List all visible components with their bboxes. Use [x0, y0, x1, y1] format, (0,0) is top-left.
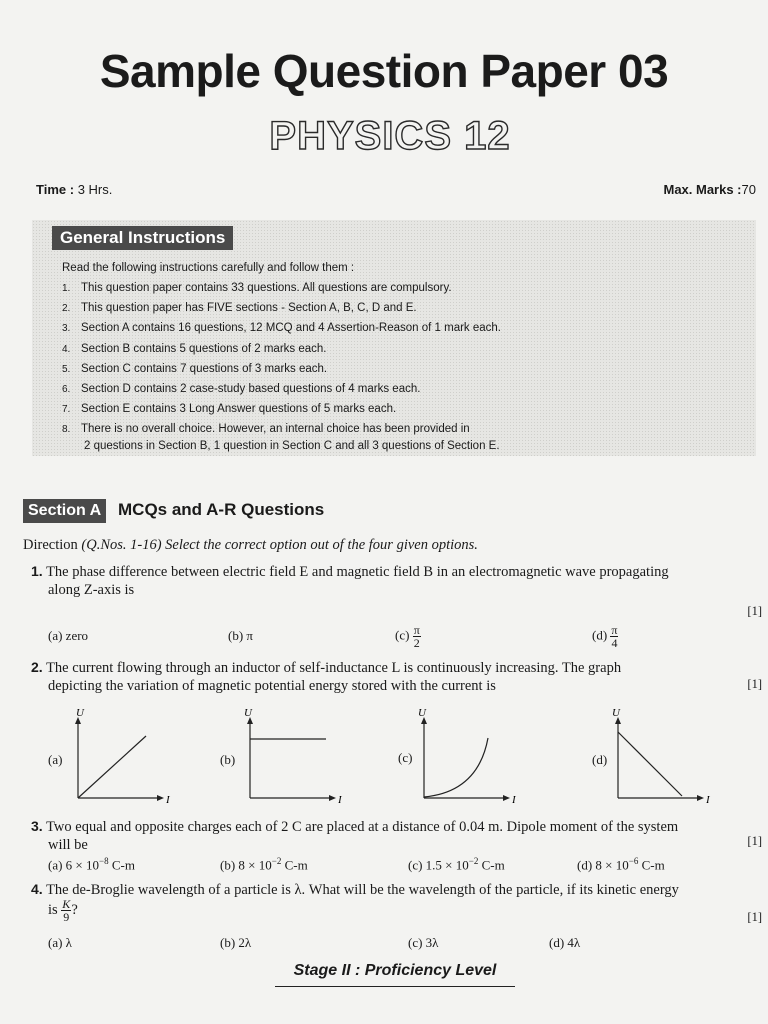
question-number: 2.: [31, 659, 43, 675]
instructions-heading: General Instructions: [52, 226, 233, 250]
marks-label: Max. Marks :: [663, 182, 742, 197]
unit: C-m: [281, 857, 308, 873]
instruction-item: [62, 381, 742, 401]
y-axis-label: U: [418, 707, 426, 719]
marks-badge: [1]: [747, 910, 762, 924]
option-b: (b) 2λ: [220, 935, 252, 950]
option-text: (b) 8 × 10: [220, 857, 272, 873]
numerator: π: [413, 623, 420, 637]
instruction-item: [62, 361, 742, 381]
section-tag: Section A: [23, 499, 106, 523]
instruction-text: This question paper contains 33 questions. All questions are compulsory.: [81, 282, 452, 294]
y-axis-label: U: [244, 707, 252, 719]
question-text-cont: will be: [48, 837, 88, 853]
option-c: [395, 624, 421, 649]
x-axis-label: I: [338, 794, 342, 806]
numerator: K: [62, 897, 71, 911]
option-a: [48, 856, 135, 873]
x-axis-arrow: [503, 795, 510, 801]
graph-d: [606, 702, 726, 808]
instruction-item: [62, 421, 742, 454]
question-4: [31, 880, 766, 899]
instruction-number: 1.: [62, 283, 71, 294]
instructions-list: [62, 280, 742, 454]
option-a: (a) λ: [48, 935, 72, 950]
exponent: −2: [468, 856, 479, 866]
unit: C-m: [478, 857, 505, 873]
x-axis-arrow: [157, 795, 164, 801]
denominator: 4: [611, 636, 618, 650]
option-text: (c) 1.5 × 10: [408, 857, 469, 873]
direction-body: (Q.Nos. 1-16) Select the correct option out of the four given options.: [81, 537, 478, 553]
footer-underline: [275, 986, 515, 987]
option-c: (c) 3λ: [408, 935, 439, 950]
instruction-text: Section D contains 2 case-study based questions of 4 marks each.: [81, 382, 421, 395]
question-text: The de-Broglie wavelength of a particle is λ. What will be the wavelength of the particle, if its kinetic energy: [46, 882, 679, 898]
x-axis-arrow: [329, 795, 336, 801]
marks-badge: [1]: [747, 834, 762, 848]
graph-curve: [424, 738, 488, 797]
instruction-item: [62, 280, 742, 300]
graph-d-label: (d): [592, 752, 608, 767]
direction-text: [23, 537, 478, 554]
fraction: [610, 624, 618, 649]
denominator: 9: [63, 910, 70, 924]
question-text-cont: is: [48, 901, 58, 918]
time-label: Time :: [36, 182, 75, 197]
instruction-text: Section B contains 5 questions of 2 marks each.: [81, 342, 327, 355]
graph-a: [66, 702, 186, 808]
instruction-number: 6.: [62, 383, 71, 395]
option-text: (a) 6 × 10: [48, 857, 100, 873]
x-axis-arrow: [697, 795, 704, 801]
x-axis-label: I: [706, 794, 710, 806]
instruction-text: This question paper has FIVE sections - Section A, B, C, D and E.: [81, 302, 417, 315]
graph-c-label: (c): [398, 750, 413, 765]
marks-value: 70: [741, 182, 756, 197]
question-number: 1.: [31, 563, 43, 579]
instruction-item: [62, 300, 742, 320]
option-b: (b) π: [228, 628, 253, 643]
option-a: (a) zero: [48, 628, 89, 643]
x-axis-label: I: [166, 794, 170, 806]
marks-badge: [1]: [747, 677, 762, 691]
instruction-text: Section A contains 16 questions, 12 MCQ and 4 Assertion-Reason of 1 mark each.: [81, 322, 501, 335]
fraction: [61, 898, 71, 923]
instruction-text: There is no overall choice. However, an internal choice has been provided in: [81, 423, 470, 436]
question-number: 4.: [31, 881, 43, 897]
fraction: [413, 624, 421, 649]
option-d: [577, 856, 665, 873]
option-c: [408, 856, 505, 873]
question-text: The phase difference between electric field E and magnetic field B in an electromagnetic wave propagating: [46, 564, 669, 580]
subject-title: PHYSICS 12: [269, 114, 511, 158]
y-axis-label: U: [612, 707, 620, 719]
unit: C-m: [108, 857, 135, 873]
instruction-number: 7.: [62, 404, 71, 416]
denominator: 2: [413, 636, 420, 650]
instruction-item: [62, 341, 742, 361]
option-d: (d) 4λ: [549, 935, 581, 950]
graph-c: [412, 702, 532, 808]
y-axis-label: U: [76, 707, 84, 719]
exponent: −2: [271, 856, 282, 866]
instruction-number: 8.: [62, 424, 71, 436]
marks-badge: [1]: [747, 604, 762, 618]
instruction-text: Section C contains 7 questions of 3 marks each.: [81, 362, 328, 375]
marks-info: [663, 182, 756, 197]
instruction-text: Section E contains 3 Long Answer questions of 5 marks each.: [81, 403, 397, 416]
instruction-number: 4.: [62, 343, 71, 355]
question-text: Two equal and opposite charges each of 2 C are placed at a distance of 0.04 m. Dipole moment of the system: [46, 819, 679, 835]
time-value: 3 Hrs.: [77, 182, 113, 197]
instruction-number: 3.: [62, 323, 71, 335]
paper-title: Sample Question Paper 03: [99, 45, 669, 97]
instructions-intro: Read the following instructions carefully and follow them :: [62, 262, 355, 274]
option-b: [220, 856, 308, 873]
section-title: MCQs and A-R Questions: [118, 500, 325, 519]
option-label: (d): [592, 627, 608, 643]
question-2: [31, 658, 766, 695]
graph-b: [238, 702, 358, 808]
instruction-number: 2.: [62, 303, 71, 315]
instruction-item: [62, 401, 742, 421]
question-mark: ?: [71, 901, 78, 918]
graph-curve: [618, 732, 682, 796]
exponent: −8: [99, 856, 109, 866]
direction-label: Direction: [23, 537, 78, 553]
unit: C-m: [638, 857, 665, 873]
option-text: (d) 8 × 10: [577, 857, 629, 873]
option-d: [592, 624, 618, 649]
instruction-item: [62, 320, 742, 340]
option-label: (c): [395, 627, 410, 643]
question-text-cont: depicting the variation of magnetic potential energy stored with the current is: [48, 678, 496, 694]
exponent: −6: [628, 856, 639, 866]
question-4-cont: [48, 898, 78, 923]
graph-a-label: (a): [48, 752, 63, 767]
question-1: [31, 562, 766, 599]
question-number: 3.: [31, 818, 43, 834]
x-axis-label: I: [512, 794, 516, 806]
graph-b-label: (b): [220, 752, 236, 767]
page-footer: Stage II : Proficiency Level: [293, 962, 497, 979]
instruction-text-continued: 2 questions in Section B, 1 question in Section C and all 3 questions of Section E.: [84, 440, 500, 453]
question-text: The current flowing through an inductor of self-inductance L is continuously increasing. The graph: [46, 660, 622, 676]
time-info: [36, 182, 112, 197]
question-text-cont: along Z-axis is: [48, 582, 135, 598]
instruction-number: 5.: [62, 363, 71, 375]
numerator: π: [611, 623, 618, 637]
question-3: [31, 817, 766, 854]
graph-curve: [78, 736, 146, 798]
